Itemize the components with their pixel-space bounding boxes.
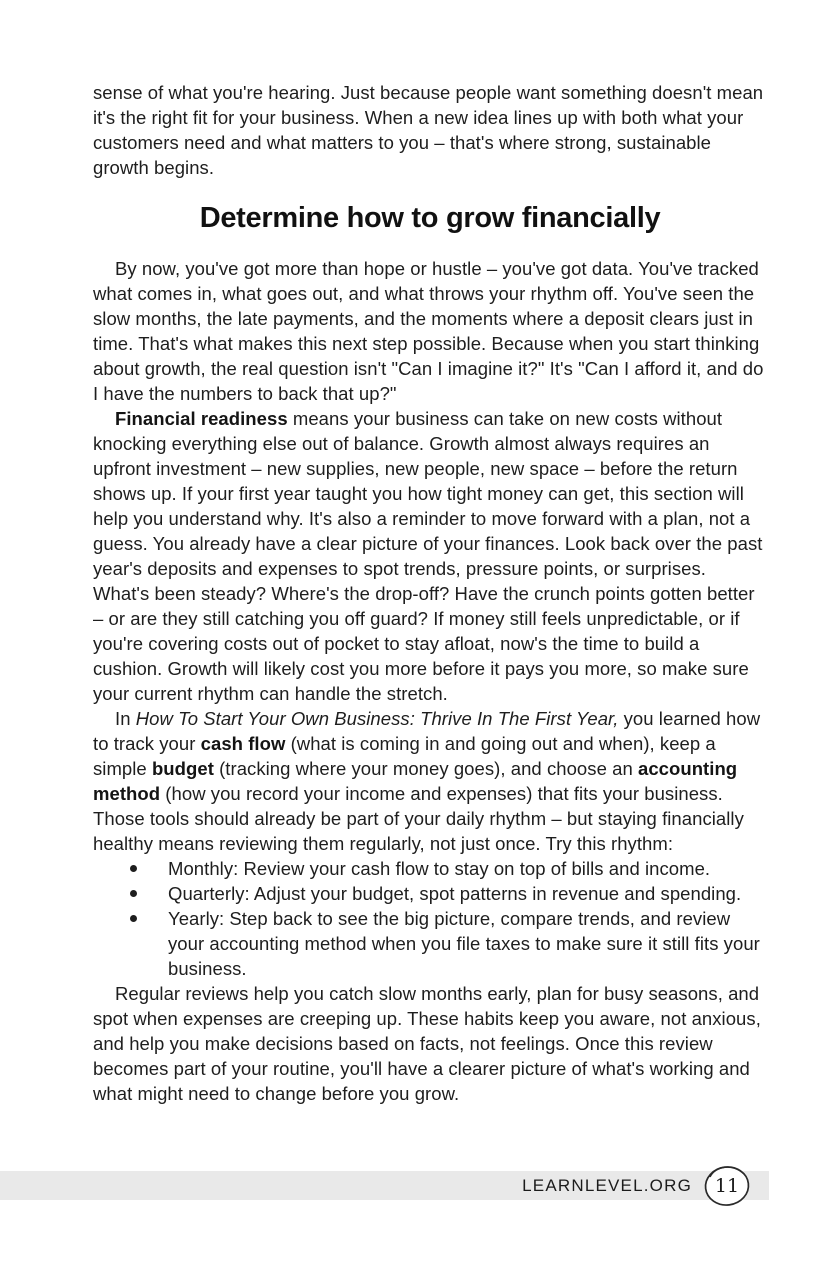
- paragraph-regular-reviews: Regular reviews help you catch slow months early, plan for busy seasons, and spot when expenses are creeping up. These habits keep you aware, not anxious, and help you make decisions based on facts, not feelings. Once this review becomes part of your routine, you'll have a clearer picture of what's working and what might need to change before you grow.: [93, 983, 761, 1104]
- list-item-text: Yearly: Step back to see the big picture, compare trends, and review your accounting method when you file taxes to make sure it still fits your business.: [168, 908, 760, 979]
- bold-text: budget: [151, 758, 214, 779]
- list-item: [93, 856, 767, 881]
- text-run: (how you record your income and expenses) that fits your business. Those tools should already be part of your daily rhythm – but staying financially healthy means reviewing them regularly, not just once. Try this rhythm:: [93, 783, 744, 854]
- bold-text: Financial readiness: [115, 408, 288, 429]
- list-item-text: Quarterly: Adjust your budget, spot patterns in revenue and spending.: [168, 883, 742, 904]
- bold-text: accounting method: [93, 758, 738, 804]
- list-item: [93, 881, 767, 906]
- page-number-badge: [702, 1161, 752, 1210]
- bullet-icon: [130, 865, 137, 872]
- text-run: (tracking where your money goes), and choose an: [213, 758, 638, 779]
- list-item-text: Monthly: Review your cash flow to stay on top of bills and income.: [168, 858, 711, 879]
- section-heading: Determine how to grow financially: [199, 202, 661, 234]
- bold-text: cash flow: [200, 733, 286, 754]
- page-body: [93, 80, 767, 1106]
- paragraph-continuation: sense of what you're hearing. Just because people want something doesn't mean it's the right fit for your business. When a new idea lines up with both what your customers need and what matters to you – that's where strong, sustainable growth begins.: [93, 82, 764, 178]
- site-label: LEARNLEVEL.ORG: [522, 1175, 692, 1195]
- paragraph-book-reference: [93, 706, 767, 856]
- bullet-icon: [130, 890, 137, 897]
- text-run: (what is coming in and going out and when), keep a simple: [93, 733, 716, 779]
- review-rhythm-list: [93, 856, 767, 981]
- list-item: [93, 906, 767, 981]
- paragraph-financial-readiness: [93, 406, 767, 706]
- page-number: 11: [714, 1175, 740, 1197]
- paragraph-by-now: By now, you've got more than hope or hustle – you've got data. You've tracked what comes in, what goes out, and what throws your rhythm off. You've seen the slow months, the late payments, and the moments where a deposit clears just in time. That's what makes this next step possible. Because when you start thinking about growth, the real question isn't "Can I imagine it?" It's "Can I afford it, and do I have the numbers to back that up?": [93, 258, 764, 404]
- bullet-icon: [130, 915, 137, 922]
- footer-bar: [0, 1171, 769, 1200]
- italic-text: How To Start Your Own Business: Thrive In The First Year,: [135, 708, 619, 729]
- text-run: you learned how to track your: [93, 708, 761, 754]
- text-run: In: [115, 708, 136, 729]
- text-run: means your business can take on new costs without knocking everything else out of balance. Growth almost always requires an upfront investment – new supplies, new people, new space – before the return shows up. If your first year taught you how tight money can get, this section will help you understand why. It's also a reminder to move forward with a plan, not a guess. You already have a clear picture of your finances. Look back over the past year's deposits and expenses to spot trends, pressure points, or surprises. What's been steady? Where's the drop-off? Have the crunch points gotten better – or are they still catching you off guard? If money still feels unpredictable, or if you're covering costs out of pocket to stay afloat, now's the time to build a cushion. Growth will likely cost you more before it pays you more, so make sure your current rhythm can handle the stretch.: [93, 408, 763, 704]
